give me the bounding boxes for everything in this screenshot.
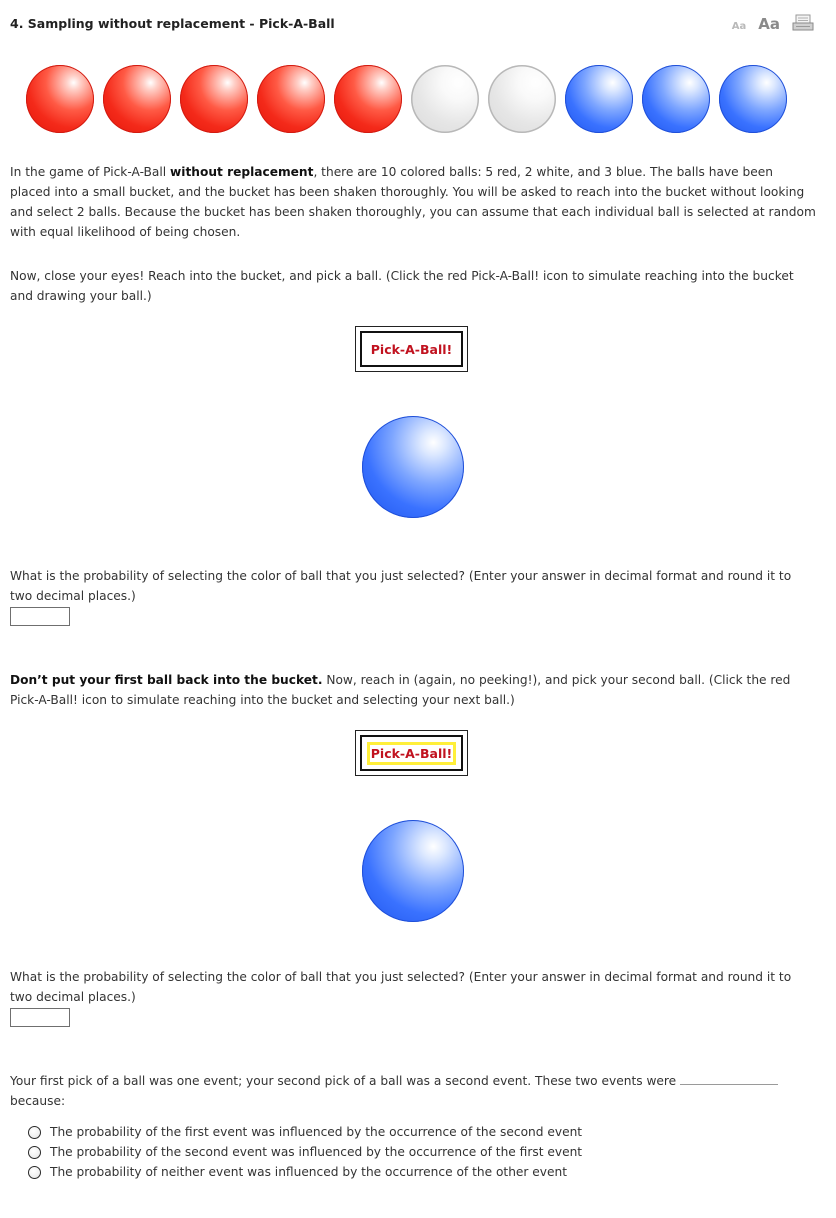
- ball-icon: [488, 65, 556, 133]
- events-dropdown[interactable]: [680, 1071, 778, 1085]
- option-3[interactable]: The probability of neither event was influenced by the occurrence of the other event: [28, 1162, 582, 1182]
- ball-icon: [719, 65, 787, 133]
- option-1[interactable]: The probability of the first event was influenced by the occurrence of the second event: [28, 1122, 582, 1142]
- instruction-1: Now, close your eyes! Reach into the bucket, and pick a ball. (Click the red Pick-A-Ball! icon to simulate reaching into the bucket and drawing your ball.): [10, 269, 794, 303]
- ball-icon: [257, 65, 325, 133]
- option-2[interactable]: The probability of the second event was influenced by the occurrence of the first event: [28, 1142, 582, 1162]
- ball-icon: [411, 65, 479, 133]
- answer-2-input[interactable]: [10, 1008, 70, 1027]
- answer-options: [28, 1122, 582, 1182]
- ball-icon: [103, 65, 171, 133]
- picked-ball-1-icon: [362, 416, 464, 518]
- question-title: 4. Sampling without replacement - Pick-A-Ball: [10, 16, 335, 31]
- print-icon[interactable]: [792, 14, 814, 32]
- intro-paragraph: In the game of Pick-A-Ball without replacement, there are 10 colored balls: 5 red, 2 white, and 3 blue. The balls have been placed into a small bucket, and the bucket has been shaken thoroughly. You will be asked to reach into the bucket without looking and select 2 balls. Because the bucket has been shaken thoroughly, you can assume that each individual ball is selected at random with equal likelihood of being chosen.: [10, 165, 816, 239]
- radio-button[interactable]: [28, 1126, 41, 1139]
- ball-icon: [642, 65, 710, 133]
- question-2-text: What is the probability of selecting the color of ball that you just selected? (Enter your answer in decimal format and round it to two decimal places.): [10, 970, 792, 1004]
- ball-row: [26, 65, 787, 133]
- instruction-2: Don’t put your first ball back into the bucket. Now, reach in (again, no peeking!), and pick your second ball. (Click the red Pick-A-Ball! icon to simulate reaching into the bucket and selecting your next ball.): [10, 673, 791, 707]
- font-size-small-button[interactable]: Aa: [731, 21, 747, 32]
- toolbar: [732, 14, 814, 32]
- ball-icon: [565, 65, 633, 133]
- answer-1-input[interactable]: [10, 607, 70, 626]
- radio-button[interactable]: [28, 1146, 41, 1159]
- font-size-large-button[interactable]: Aa: [758, 15, 780, 33]
- ball-icon: [26, 65, 94, 133]
- question-1-text: What is the probability of selecting the color of ball that you just selected? (Enter your answer in decimal format and round it to two decimal places.): [10, 569, 792, 603]
- radio-button[interactable]: [28, 1166, 41, 1179]
- pick-a-ball-button-2[interactable]: Pick-A-Ball!: [355, 730, 468, 776]
- ball-icon: [334, 65, 402, 133]
- ball-icon: [180, 65, 248, 133]
- question-3-text: Your first pick of a ball was one event; your second pick of a ball was a second event. These two events were because:: [10, 1071, 790, 1111]
- picked-ball-2-icon: [362, 820, 464, 922]
- pick-a-ball-button-1[interactable]: Pick-A-Ball!: [355, 326, 468, 372]
